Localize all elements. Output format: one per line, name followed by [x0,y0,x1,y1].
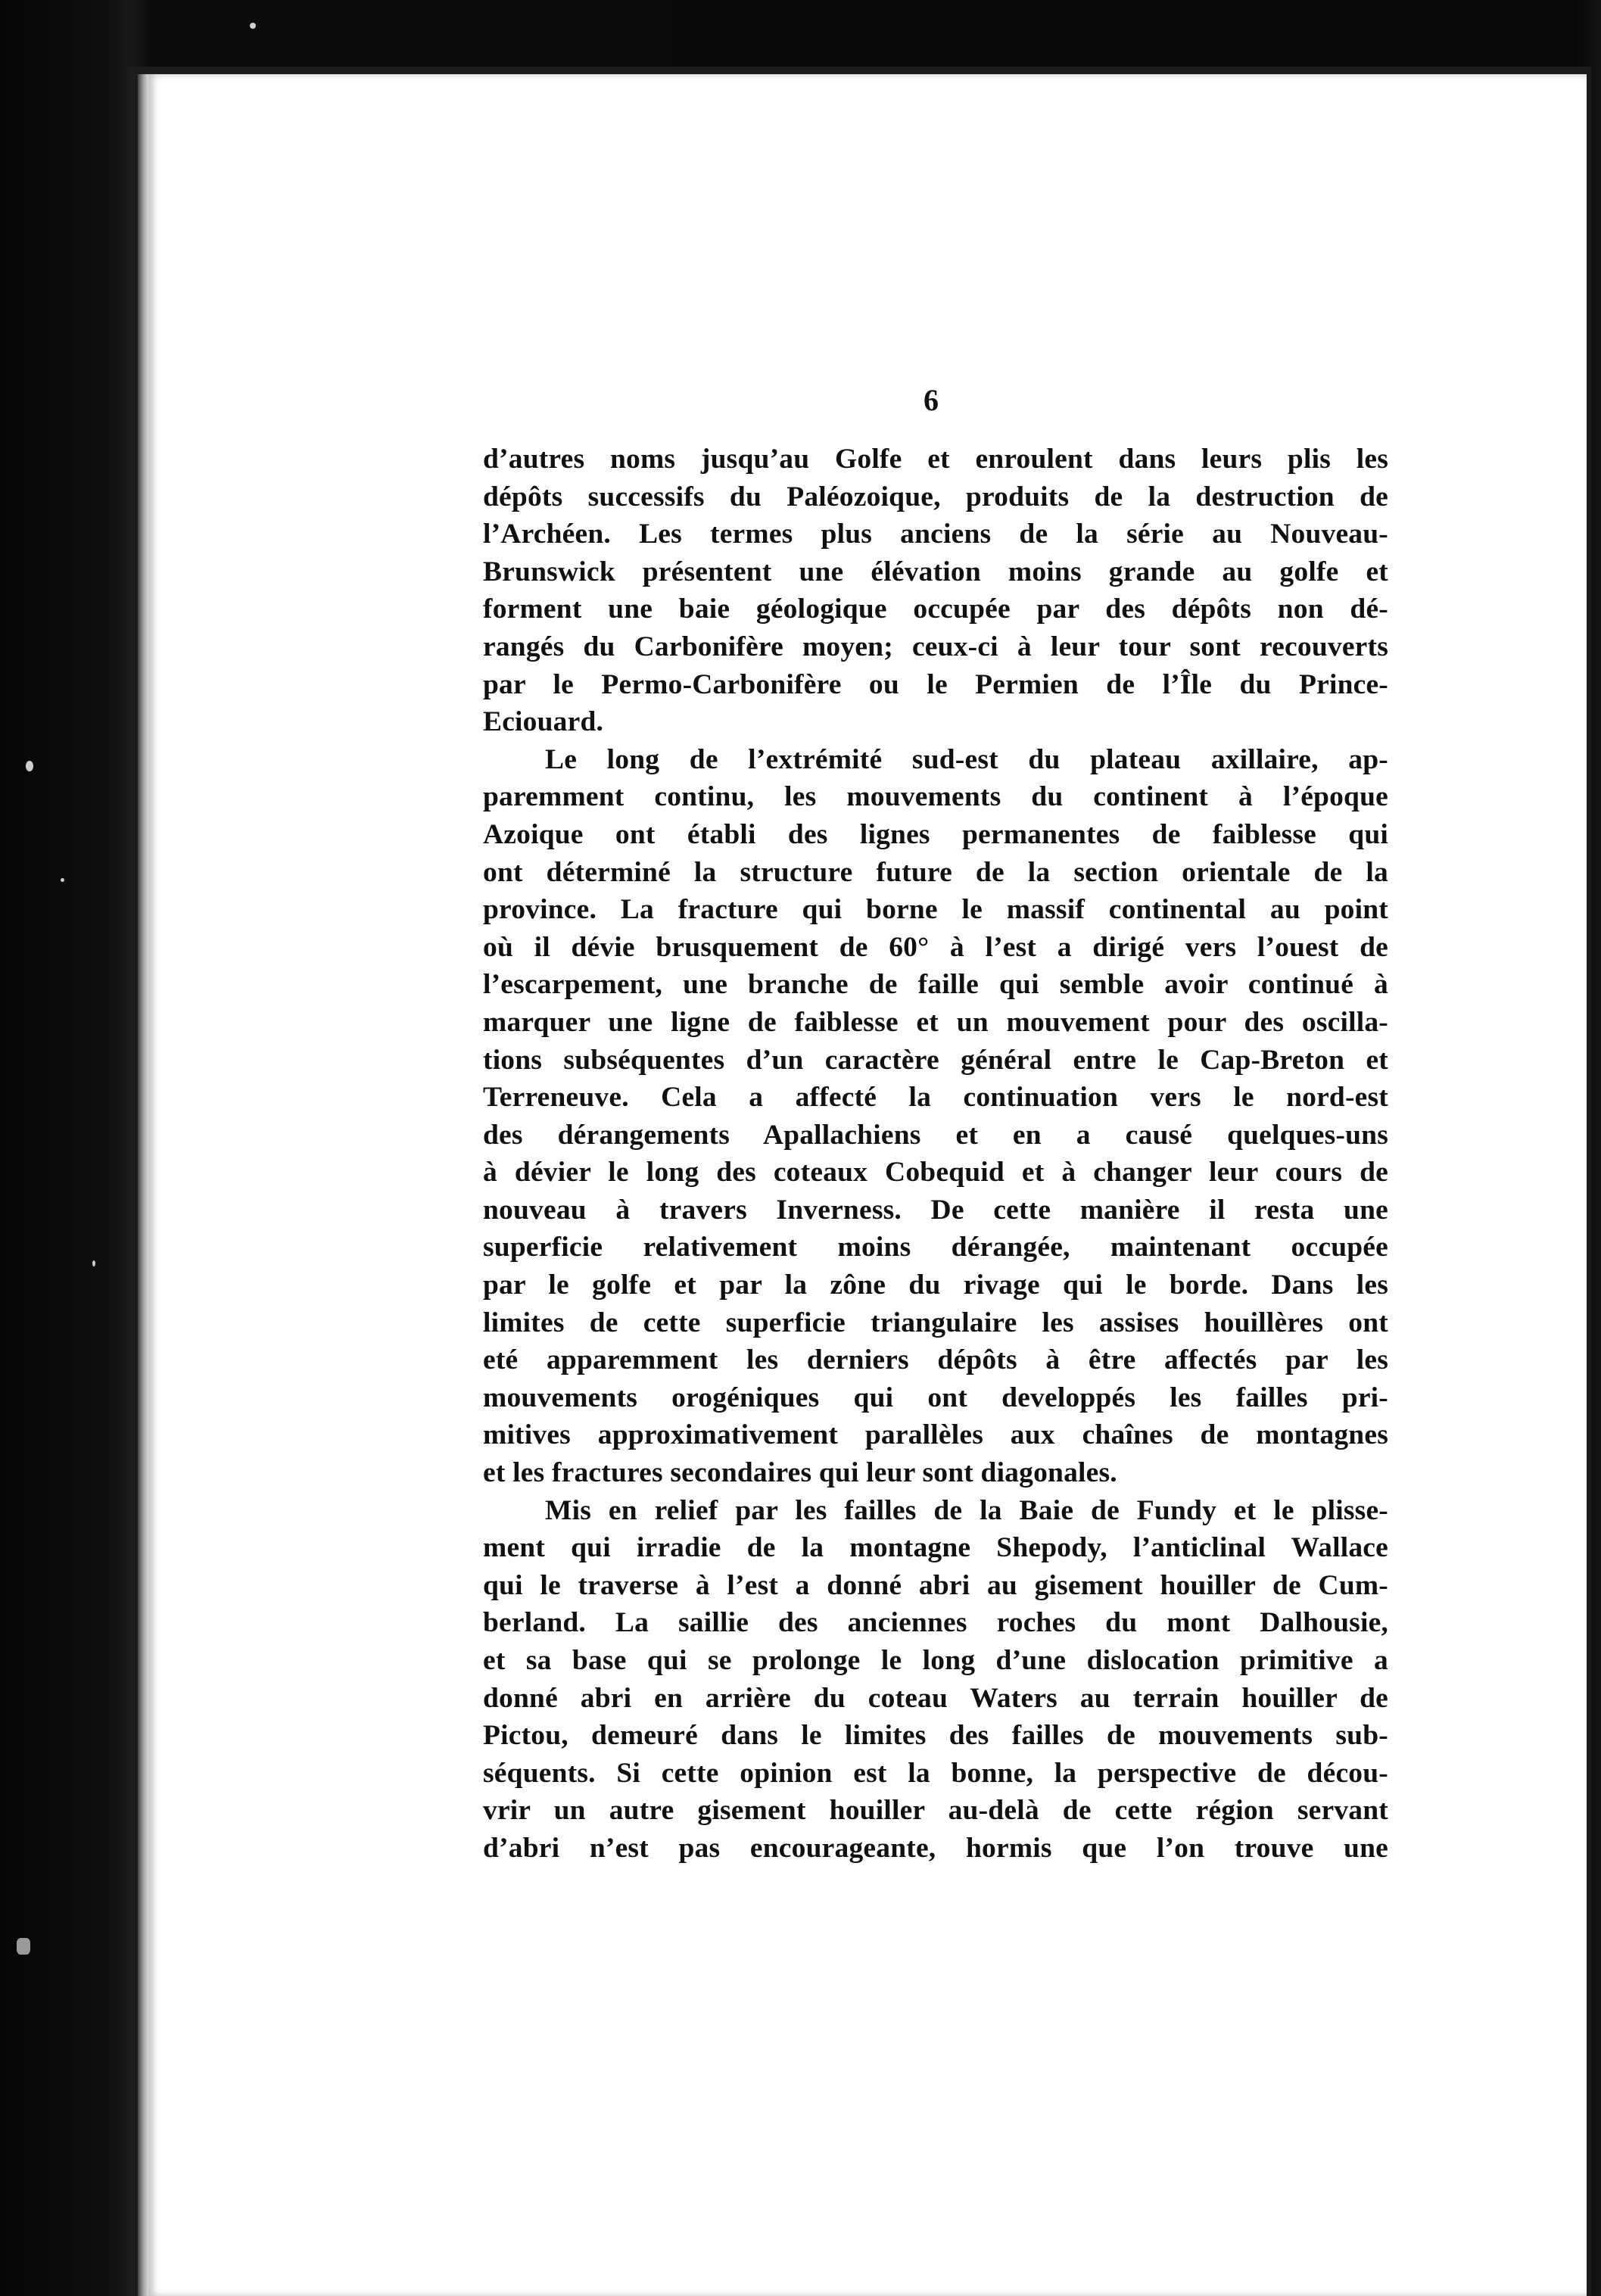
text-line: et les fractures secondaires qui leur sont diagonales. [483,1457,1117,1489]
text-line: paremment continu, les mouvements du continent à l’époque [483,781,1388,813]
text-line: mouvements orogéniques qui ont developpés les failles pri- [483,1382,1388,1413]
text-line: tions subséquentes d’un caractère général entre le Cap-Breton et [483,1044,1388,1076]
text-line: mitives approximativement parallèles aux chaînes de montagnes [483,1419,1388,1451]
page-edge [138,74,148,2296]
text-line: dépôts successifs du Paléozoique, produits de la destruction de [483,481,1388,512]
scan-speck [17,1938,30,1955]
text-line: Pictou, demeuré dans le limites des failles de mouvements sub- [483,1720,1388,1752]
text-line: d’autres noms jusqu’au Golfe et enroulent dans leurs plis les [483,444,1388,475]
text-line: eté apparemment les derniers dépôts à être affectés par les [483,1344,1388,1376]
text-line: séquents. Si cette opinion est la bonne, la perspective de décou- [483,1757,1388,1789]
body-text [483,441,1388,1868]
text-line: limites de cette superficie triangulaire les assises houillères ont [483,1307,1388,1338]
scan-speck [250,23,256,29]
text-line: marquer une ligne de faiblesse et un mouvement pour des oscilla- [483,1006,1388,1038]
text-line: l’Archéen. Les termes plus anciens de la série au Nouveau- [483,519,1388,550]
text-line: l’escarpement, une branche de faille qui semble avoir continué à [483,969,1388,1001]
text-line: d’abri n’est pas encourageante, hormis que l’on trouve une [483,1832,1388,1864]
text-line: par le golfe et par la zône du rivage qui le borde. Dans les [483,1269,1388,1301]
text-line: vrir un autre gisement houiller au-delà de cette région servant [483,1795,1388,1827]
text-line: rangés du Carbonifère moyen; ceux-ci à leur tour sont recouverts [483,631,1388,662]
text-line: nouveau à travers Inverness. De cette manière il resta une [483,1194,1388,1226]
text-line: forment une baie géologique occupée par des dépôts non dé- [483,593,1388,625]
text-line: donné abri en arrière du coteau Waters au terrain houiller de [483,1682,1388,1714]
text-line: des dérangements Apallachiens et en a causé quelques-uns [483,1119,1388,1151]
text-line: Brunswick présentent une élévation moins grande au golfe et [483,556,1388,587]
text-line: Mis en relief par les failles de la Baie de Fundy et le plisse- [545,1494,1388,1526]
text-line: berland. La saillie des anciennes roches du mont Dalhousie, [483,1607,1388,1639]
text-line: superficie relativement moins dérangée, maintenant occupée [483,1232,1388,1263]
text-line: par le Permo-Carbonifère ou le Permien de l’Île du Prince- [483,668,1388,700]
text-line: Azoique ont établi des lignes permanentes de faiblesse qui [483,818,1388,850]
text-line: ment qui irradie de la montagne Shepody, l’anticlinal Wallace [483,1532,1388,1564]
scan-speck [26,761,33,771]
scan-speck [61,878,64,882]
text-line: qui le traverse à l’est a donné abri au gisement houiller de Cum- [483,1569,1388,1601]
text-line: province. La fracture qui borne le massif continental au point [483,894,1388,926]
text-line: et sa base qui se prolonge le long d’une dislocation primitive a [483,1645,1388,1676]
scan-speck [92,1260,95,1266]
text-line: où il dévie brusquement de 60° à l’est a dirigé vers l’ouest de [483,931,1388,963]
text-line: Le long de l’extrémité sud-est du plateau axillaire, ap- [545,743,1388,775]
text-line: Eciouard. [483,706,604,738]
page-number: 6 [924,383,939,417]
text-line: à dévier le long des coteaux Cobequid et à changer leur cours de [483,1157,1388,1188]
text-line: Terreneuve. Cela a affecté la continuation vers le nord-est [483,1082,1388,1114]
text-line: ont déterminé la structure future de la section orientale de la [483,856,1388,888]
